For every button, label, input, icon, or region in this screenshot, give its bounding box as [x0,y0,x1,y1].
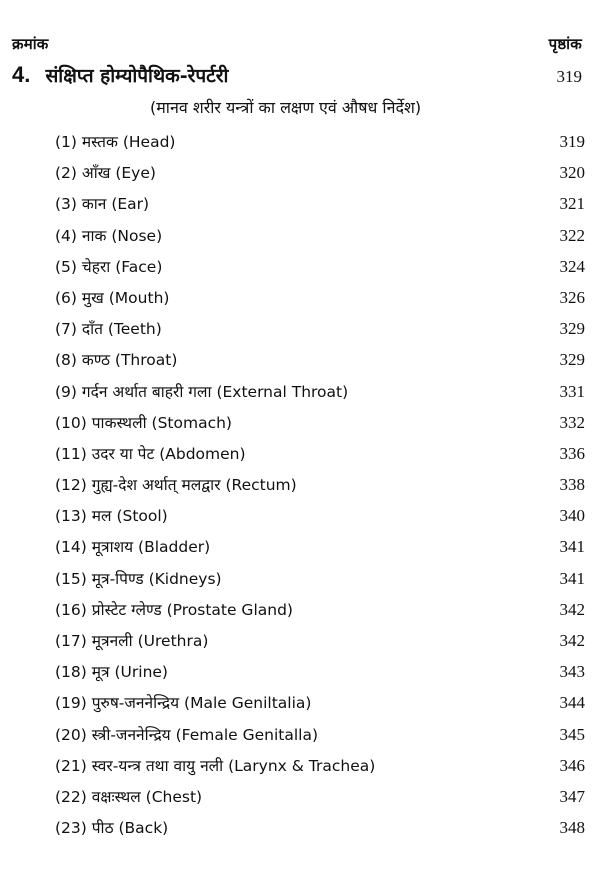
toc-entry [55,500,585,531]
toc-entry-page: 348 [559,818,585,838]
toc-entry-page: 338 [559,475,585,495]
section-heading [12,62,582,92]
toc-entry-page: 329 [559,350,585,370]
toc-entry [55,220,585,251]
toc-entry-page: 340 [559,506,585,526]
toc-entry-label: (1) मस्तक (Head) [55,133,176,151]
toc-entry-label: (20) स्त्री-जननेन्द्रिय (Female Genitalla) [55,725,319,744]
toc-entry-label: (3) कान (Ear) [55,195,150,214]
toc-entry-label: (22) वक्षःस्थल (Chest) [55,787,203,806]
toc-entry [55,126,585,157]
toc-entry-page: 332 [559,412,585,432]
toc-entry [55,313,585,344]
toc-entry [55,407,585,438]
toc-entry-label: (15) मूत्र-पिण्ड (Kidneys) [55,569,222,588]
toc-entry [55,251,585,282]
toc-entry-label: (9) गर्दन अर्थात बाहरी गला (External Throat) [55,382,349,401]
toc-entry-label: (10) पाकस्थली (Stomach) [55,413,232,432]
toc-entry-page: 326 [559,287,585,307]
toc-entry-label: (7) दाँत (Teeth) [55,320,162,339]
toc-entry [55,656,585,687]
toc-entry-page: 329 [559,319,585,339]
toc-entry [55,188,585,219]
toc-entry [55,625,585,656]
toc-entry [55,469,585,500]
column-header-serial: क्रमांक [12,35,49,53]
toc-entry-list [55,126,585,843]
section-subtitle: (मानव शरीर यन्त्रों का लक्षण एवं औषध निर्देश) [150,98,422,117]
toc-entry-label: (4) नाक (Nose) [55,226,163,245]
toc-entry [55,594,585,625]
section-title: संक्षिप्त होम्योपैथिक-रेपर्टरी [45,65,229,87]
toc-entry [55,719,585,750]
toc-entry-page: 347 [559,786,585,806]
toc-entry-page: 319 [559,132,585,151]
toc-entry-label: (14) मूत्राशय (Bladder) [55,538,211,557]
toc-entry-page: 336 [559,443,585,463]
toc-entry [55,531,585,562]
toc-entry-label: (6) मुख (Mouth) [55,288,170,307]
toc-entry-page: 341 [559,568,585,588]
toc-entry-label: (13) मल (Stool) [55,507,168,526]
toc-entry-page: 322 [559,225,585,245]
toc-entry [55,157,585,188]
toc-entry-label: (11) उदर या पेट (Abdomen) [55,444,246,463]
section-number: 4. [12,62,31,87]
toc-entry-label: (16) प्रोस्टेट ग्लेण्ड (Prostate Gland) [55,600,293,619]
toc-entry [55,781,585,812]
toc-entry-page: 341 [559,537,585,557]
toc-entry-label: (23) पीठ (Back) [55,819,169,838]
toc-entry-page: 344 [559,693,585,713]
toc-entry-page: 342 [559,631,585,650]
toc-entry-page: 320 [559,163,585,183]
section-page-number: 319 [556,67,582,86]
toc-entry [55,344,585,375]
toc-entry-label: (18) मूत्र (Urine) [55,663,168,682]
toc-entry-label: (5) चेहरा (Face) [55,257,163,276]
column-header-page: पृष्ठांक [548,35,582,53]
toc-entry-page: 345 [559,724,585,744]
toc-entry [55,812,585,843]
toc-entry [55,750,585,781]
toc-entry-page: 342 [559,599,585,619]
toc-entry-page: 331 [559,381,585,401]
toc-entry-page: 324 [559,256,585,276]
toc-entry [55,563,585,594]
toc-entry-label: (8) कण्ठ (Throat) [55,351,178,370]
toc-entry-label: (2) आँख (Eye) [55,164,156,183]
toc-entry-label: (19) पुरुष-जननेन्द्रिय (Male Geniltalia) [55,694,312,713]
toc-entry [55,438,585,469]
toc-entry-page: 321 [559,194,585,214]
toc-entry-label: (21) स्वर-यन्त्र तथा वायु नली (Larynx & Trachea) [55,756,376,775]
toc-entry [55,282,585,313]
toc-entry-label: (17) मूत्रनली (Urethra) [55,632,209,650]
section-title-group [12,62,228,88]
toc-entry-label: (12) गुह्य-देश अर्थात् मलद्वार (Rectum) [55,476,297,495]
toc-entry [55,687,585,718]
toc-entry-page: 343 [559,662,585,682]
toc-entry [55,376,585,407]
toc-entry-page: 346 [559,755,585,775]
